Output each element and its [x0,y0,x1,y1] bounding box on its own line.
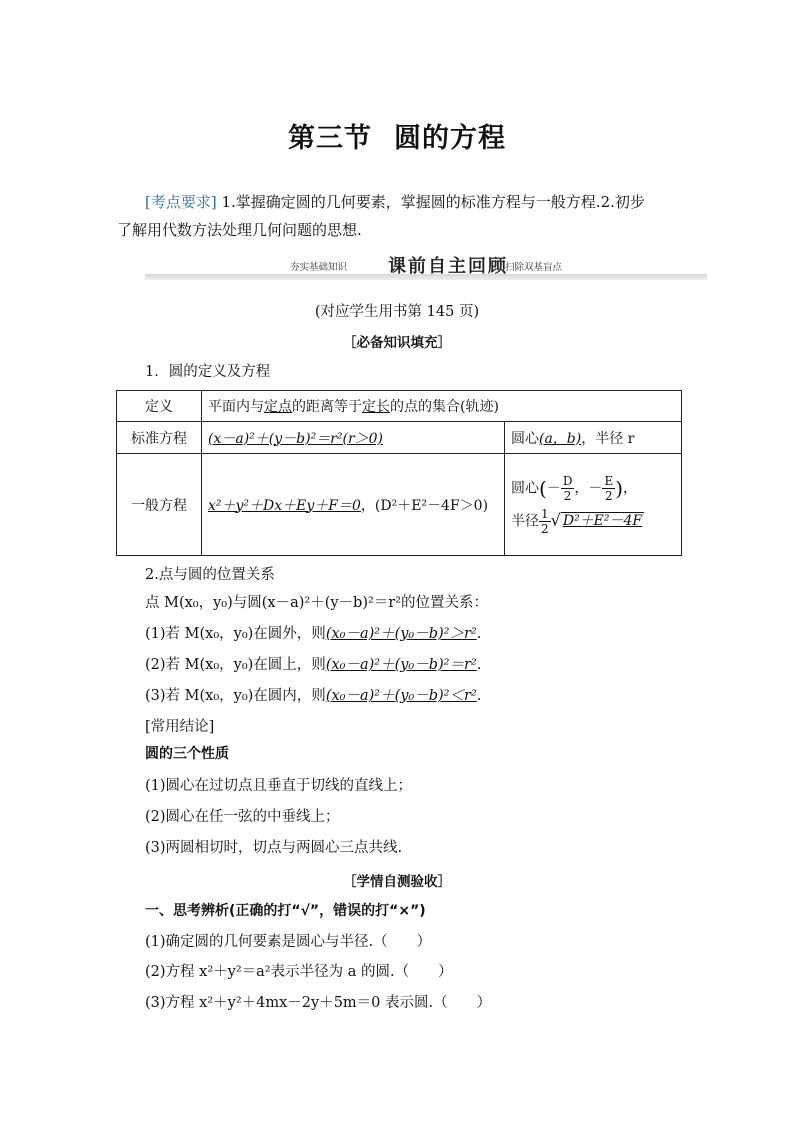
def-text-c: 的距离等于 [292,399,362,415]
frac-D: D [562,473,573,488]
case-outside-suffix: . [476,626,482,642]
case-inside-answer: (x₀－a)²＋(y₀－b)²＜r² [325,688,477,704]
general-center-line: 圆心(－ $\frac{D}{2}$ ，－ $\frac{E}{2}$ )， [511,473,638,503]
cell-general-center [505,454,682,556]
case-on-answer: (x₀－a)²＋(y₀－b)²＝r² [325,657,477,673]
case-on-suffix: . [476,657,482,673]
case-outside-prefix: (1)若 M(x₀，y₀)在圆外，则 [145,626,326,642]
circle-definition-table [116,390,682,556]
general-radius-line: 半径 $\frac{1}{2}$ √ D²＋E²－4F [511,506,643,536]
frac-E: E [604,473,614,488]
frac-E-denom: 2 [605,488,613,503]
exercise-item: (2)方程 x²＋y²＝a²表示半径为 a 的圆.（ ） [145,964,453,980]
def-text-e: 的点的集合(轨迹) [390,399,499,415]
banner-right: 扫除双基盲点 [505,262,563,273]
page-title [0,116,794,155]
table-row-general [117,454,682,556]
requirement-line-2: 了解用代数方法处理几何问题的思想. [117,221,362,239]
conclusion-item: (2)圆心在任一弦的中垂线上； [145,809,340,825]
section-banner [145,254,707,276]
gen-radius-label: 半径 [511,513,539,529]
conclusion-item: (1)圆心在过切点且垂直于切线的直线上； [145,778,413,794]
frac-D-denom: 2 [563,488,572,503]
cell-general-eq [202,454,505,556]
conclusion-title: 圆的三个性质 [145,746,229,762]
cell-standard-center [505,422,682,454]
section-label-selftest: ［学情自测验收］ [343,874,451,890]
radius-sqrt-expression: D²＋E²－4F [562,513,643,529]
gen-center-label: 圆心 [511,480,539,496]
general-condition: ，(D²＋E²－4F＞0) [360,497,489,514]
book-reference: (对应学生用书第 145 页) [314,304,480,320]
table-row-standard [117,422,682,454]
standard-equation: (x－a)²＋(y－b)²＝r²(r＞0) [208,430,384,447]
general-equation: x²＋y²＋Dx＋Ey＋F＝0 [208,497,361,514]
cell-definition-head: 定义 [117,391,202,422]
banner-left: 夯实基础知识 [290,262,348,273]
requirement-text-1: 1.掌握确定圆的几何要素，掌握圆的标准方程与一般方程.2.初步 [216,193,645,211]
case-inside [145,684,481,705]
title-topic: 圆的方程 [394,123,506,154]
conclusion-item: (3)两圆相切时，切点与两圆心三点共线. [145,840,403,856]
cell-definition [202,391,682,422]
case-on [145,653,481,674]
half-numerator: 1 [541,506,549,521]
def-text-a: 平面内与 [208,399,264,415]
banner-title: 课前自主回顾 [388,256,508,277]
requirement-line-1 [145,188,645,216]
title-section: 第三节 [288,123,372,154]
item2-intro: 点 M(x₀，y₀)与圆(x－a)²＋(y－b)²＝r²的位置关系： [145,595,489,611]
exercise-heading: 一、思考辨析(正确的打“√”，错误的打“×”) [145,903,426,919]
case-inside-suffix: . [476,688,482,704]
cell-general-head: 一般方程 [117,454,202,556]
case-outside-answer: (x₀－a)²＋(y₀－b)²＞r² [325,626,477,642]
section-label-knowledge: ［必备知识填充］ [343,335,451,351]
exercise-item: (3)方程 x²＋y²＋4mx－2y＋5m＝0 表示圆.（ ） [145,995,492,1011]
cell-standard-head: 标准方程 [117,422,202,454]
requirement-tag: [考点要求] [145,193,217,211]
cell-standard-eq [202,422,505,454]
item1-heading: 1．圆的定义及方程 [145,364,271,380]
std-center-coords: (a，b) [539,430,582,447]
std-radius: ，半径 r [581,430,635,447]
case-inside-prefix: (3)若 M(x₀，y₀)在圆内，则 [145,688,326,704]
conclusion-tag: [常用结论] [145,719,215,735]
exercise-item: (1)确定圆的几何要素是圆心与半径.（ ） [145,934,432,950]
case-outside [145,622,481,643]
def-fixed-point: 定点 [264,399,292,415]
std-center-label: 圆心 [511,430,539,447]
table-row-definition [117,391,682,422]
item2-heading: 2.点与圆的位置关系 [145,567,275,583]
case-on-prefix: (2)若 M(x₀，y₀)在圆上，则 [145,657,326,673]
half-denominator: 2 [541,521,549,536]
def-fixed-length: 定长 [362,399,390,415]
